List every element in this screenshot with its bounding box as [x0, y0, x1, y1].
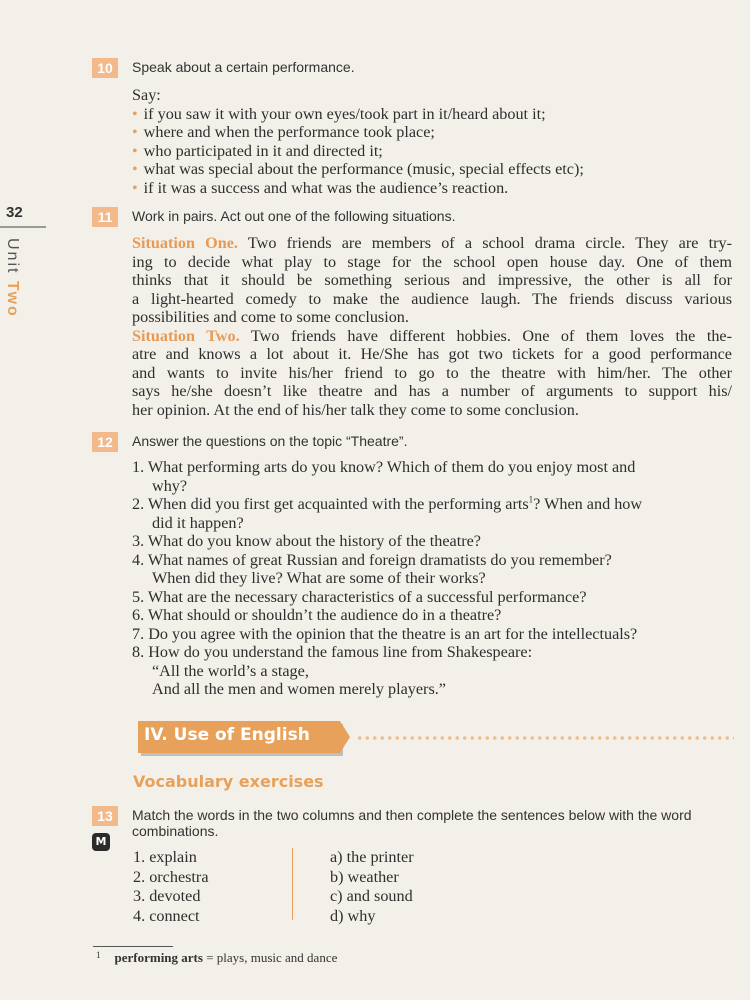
match-right-item: c) and sound — [330, 887, 413, 905]
situation-line: possibilities and come to some conclusion. — [132, 308, 409, 326]
footnote-definition: = plays, music and dance — [202, 950, 338, 965]
question-item: 5. What are the necessary characteristics of a successful performance? — [132, 587, 587, 606]
match-right-column — [330, 848, 414, 926]
task-11-body — [132, 234, 732, 419]
match-right-item: a) the printer — [330, 848, 414, 866]
bullet-item: • if you saw it with your own eyes/took part in it/heard about it; — [132, 104, 546, 123]
situation-line: says he/she doesn’t like theatre and has a number of arguments to support his/ — [132, 382, 732, 400]
say-label: Say: — [132, 86, 161, 104]
bullet-item: • where and when the performance took place; — [132, 123, 435, 141]
match-left-item: 2. orchestra — [133, 867, 209, 886]
unit-label-accent: Two — [4, 280, 21, 318]
situation-line: ing to decide what play to stage for the school open house day. One of them — [132, 252, 732, 271]
situation-line: a light-hearted comedy to make the audience laugh. The friends discuss various — [132, 289, 732, 308]
unit-label-text: Unit — [4, 238, 21, 275]
bullet-item: • what was special about the performance (music, special effects etc); — [132, 160, 584, 178]
match-left-item: 3. devoted — [133, 887, 201, 905]
question-item: 7. Do you agree with the opinion that the theatre is an art for the intellectuals? — [132, 624, 638, 643]
section-title: IV. Use of English — [144, 725, 310, 745]
bullet-item: • if it was a success and what was the audience’s reaction. — [132, 178, 509, 197]
task-instruction: Speak about a certain performance. — [132, 59, 355, 75]
task-12-body — [132, 458, 732, 699]
dotted-divider — [356, 736, 734, 740]
footnote-term: performing arts — [114, 950, 203, 965]
task-instruction-cont: combinations. — [132, 823, 219, 839]
footnote-mark: 1 — [96, 950, 101, 960]
bullet-icon: • — [132, 160, 138, 178]
question-item: 1. What performing arts do you know? Which of them do you enjoy most and — [132, 458, 636, 476]
bullet-icon: • — [132, 141, 138, 160]
bullet-item: • who participated in it and directed it; — [132, 141, 383, 160]
task-number-badge: 13 — [92, 806, 118, 826]
bullet-icon: • — [132, 178, 138, 197]
task-instruction: Match the words in the two columns and then complete the sentences below with the word — [132, 807, 692, 823]
question-item: 6. What should or shouldn’t the audience do in a theatre? — [132, 606, 502, 624]
bullet-icon: • — [132, 123, 138, 141]
question-item-cont: why? — [152, 476, 188, 495]
question-item: 2. When did you first get acquainted with the performing arts$^1$? When and how — [132, 494, 643, 513]
section-banner — [138, 721, 340, 753]
footnote-rule — [93, 946, 173, 947]
shakespeare-quote: And all the men and women merely players.” — [152, 680, 446, 698]
footnote — [96, 950, 337, 966]
situation-line: Situation One. Two friends are members of a school drama circle. They are try- — [132, 234, 732, 252]
situation-line: Situation Two. Two friends have different hobbies. One of them loves the the- — [132, 326, 732, 345]
question-item-cont: did it happen? — [152, 513, 244, 532]
column-divider — [292, 848, 293, 920]
task-number-badge: 10 — [92, 58, 118, 78]
situation-line: and wants to invite his/her friend to go to the theatre with him/her. The other — [132, 363, 732, 382]
section-banner-arrow — [340, 721, 350, 753]
question-item: 3. What do you know about the history of the theatre? — [132, 532, 481, 550]
page-number-rule — [0, 226, 46, 228]
page-number: 32 — [6, 204, 23, 221]
match-left-column — [133, 848, 209, 926]
task-number-badge: 12 — [92, 432, 118, 452]
task-instruction: Answer the questions on the topic “Theatre”. — [132, 433, 408, 449]
task-instruction: Work in pairs. Act out one of the following situations. — [132, 208, 456, 224]
task-number-badge: 11 — [92, 207, 118, 227]
vocabulary-heading: Vocabulary exercises — [133, 772, 324, 791]
match-left-item: 4. connect — [133, 906, 200, 925]
page-margin — [0, 0, 60, 1000]
situation-label: Situation Two. — [132, 326, 240, 345]
bullet-icon: • — [132, 104, 138, 123]
question-item-cont: When did they live? What are some of their works? — [152, 569, 486, 587]
media-icon: M — [92, 833, 110, 851]
match-right-item: b) weather — [330, 867, 399, 886]
match-left-item: 1. explain — [133, 848, 197, 866]
task-10-body — [132, 86, 584, 197]
situation-line: her opinion. At the end of his/her talk they come to some conclusion. — [132, 400, 579, 419]
shakespeare-quote: “All the world’s a stage, — [152, 661, 309, 680]
situation-label: Situation One. — [132, 234, 238, 252]
question-item: 4. What names of great Russian and foreign dramatists do you remember? — [132, 550, 612, 569]
unit-label — [3, 238, 21, 318]
situation-line: thinks that it should be something serious and impressive, the other is all for — [132, 271, 732, 289]
question-item: 8. How do you understand the famous line from Shakespeare: — [132, 643, 533, 661]
match-right-item: d) why — [330, 906, 376, 925]
situation-line: atre and knows a lot about it. He/She has got two tickets for a good performance — [132, 345, 732, 363]
